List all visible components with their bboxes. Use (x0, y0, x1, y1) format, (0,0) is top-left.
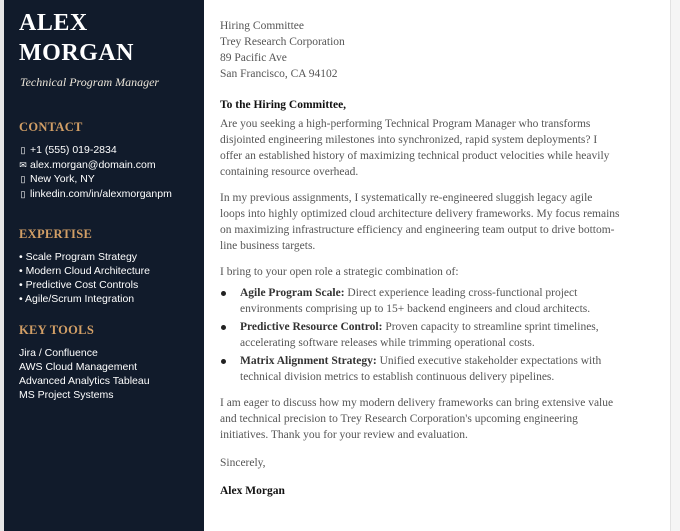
paragraph-lead-in: I bring to your open role a strategic combination of: (220, 266, 459, 278)
letter-content (220, 18, 620, 499)
expertise-item: • Scale Program Strategy (19, 251, 138, 263)
bullet-label: Agile Program Scale: (240, 287, 345, 299)
paragraph-experience: In my previous assignments, I systematically re-engineered sluggish legacy agile loops into highly optimized cloud architecture delivery frameworks. My focus remains on maximizing infrastructure efficiency and engineering team output to drive bottom-line business targets. (220, 192, 620, 252)
key-tools-heading: KEY TOOLS (19, 323, 95, 337)
list-item (220, 285, 620, 317)
bullet-text: Direct experience leading cross-functional project environments comprising up to 15+ backend engineers and cloud architects. (240, 287, 591, 315)
contact-email[interactable] (19, 158, 172, 172)
paragraph-closing: I am eager to discuss how my modern delivery frameworks can bring extensive value and technical precision to Trey Research Corporation's upcoming engineering initiatives. Thank you for your review and evaluation. (220, 397, 614, 441)
signer-name: Alex Morgan (220, 485, 285, 497)
last-name: MORGAN (19, 40, 134, 66)
recipient-address (220, 18, 620, 82)
contact-location-text: New York, NY (30, 173, 95, 185)
paragraph-intro: Are you seeking a high-performing Technical Program Manager who transforms disjointed engineering milestones into synchronized, rapid system deployments? I offer an established history of maximizing technical product velocities while heavily containing resource overhead. (220, 118, 610, 178)
bullet-icon (221, 325, 226, 330)
tool-item: AWS Cloud Management (19, 361, 138, 373)
contact-location (19, 172, 172, 186)
expertise-item: • Modern Cloud Architecture (19, 265, 150, 277)
list-item (220, 353, 620, 385)
sign-off: Sincerely, (220, 457, 266, 469)
contact-heading: CONTACT (19, 120, 83, 134)
expertise-item: • Agile/Scrum Integration (19, 293, 135, 305)
email-icon: ✉ (19, 159, 27, 170)
contact-phone-text: +1 (555) 019-2834 (30, 144, 117, 156)
address-line: Hiring Committee (220, 20, 305, 32)
expertise-heading: EXPERTISE (19, 227, 93, 241)
contact-email-text: alex.morgan@domain.com (30, 158, 156, 171)
job-title: Technical Program Manager (20, 75, 160, 89)
bullet-icon (221, 291, 226, 296)
bullet-label: Predictive Resource Control: (240, 321, 383, 333)
salutation: To the Hiring Committee, (220, 99, 347, 111)
strengths-list (220, 285, 620, 385)
contact-linkedin[interactable] (19, 187, 172, 201)
first-name: ALEX (19, 10, 88, 36)
tool-item: Advanced Analytics Tableau (19, 375, 150, 387)
bullet-label: Matrix Alignment Strategy: (240, 355, 377, 367)
location-icon: ▯ (20, 174, 26, 184)
tool-item: MS Project Systems (19, 389, 114, 401)
address-line: 89 Pacific Ave (220, 52, 287, 64)
contact-list (19, 143, 172, 201)
address-line: Trey Research Corporation (220, 36, 345, 48)
bullet-text: Proven capacity to streamline sprint timelines, accelerating software releases while trimming operational costs. (240, 321, 599, 349)
key-tools-list (19, 346, 150, 402)
bullet-icon (221, 359, 226, 364)
address-line: San Francisco, CA 94102 (220, 68, 338, 80)
cover-letter-body (204, 0, 670, 531)
contact-phone[interactable] (19, 143, 172, 157)
vertical-scrollbar[interactable] (670, 0, 680, 531)
expertise-item: • Predictive Cost Controls (19, 279, 139, 291)
linkedin-icon: ▯ (20, 188, 26, 199)
tool-item: Jira / Confluence (19, 347, 98, 359)
phone-icon: ▯ (20, 145, 26, 155)
list-item (220, 319, 620, 351)
bullet-text: Unified executive stakeholder expectations with technical division metrics to establish continuous delivery pipelines. (240, 355, 602, 383)
expertise-list (19, 250, 150, 306)
contact-linkedin-text: linkedin.com/in/alexmorganpm (30, 187, 172, 200)
